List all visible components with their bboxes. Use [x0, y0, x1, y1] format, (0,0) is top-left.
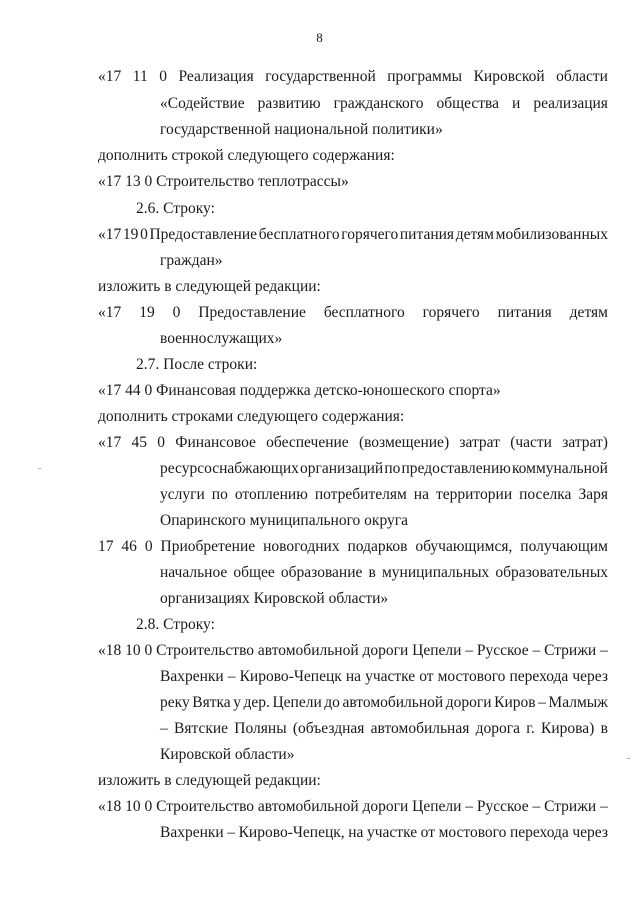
word: –: [160, 720, 168, 737]
text-line: [160, 485, 608, 505]
word: детям: [455, 226, 494, 243]
word: Поляны: [234, 720, 287, 737]
word: Строительство: [156, 798, 255, 815]
word: государственной: [265, 68, 376, 85]
page-number: 8: [316, 30, 323, 45]
word: коммунальной: [511, 460, 608, 477]
word: Киров: [494, 694, 536, 711]
word: Малмыж: [548, 694, 608, 711]
word: Предоставление: [198, 304, 306, 321]
text-line: «17 13 0 Строительство теплотрассы»: [98, 173, 349, 190]
word: Цепели: [272, 694, 322, 711]
word: горячего: [422, 304, 480, 321]
word: поселка: [519, 486, 572, 503]
word: реализация: [533, 95, 608, 112]
word: перехода: [509, 668, 569, 685]
word: 10: [125, 642, 141, 659]
word: обеспечение: [266, 434, 349, 451]
word: 17: [98, 538, 114, 555]
word: 0: [144, 538, 153, 555]
word: –: [600, 642, 608, 659]
word: Вахренки: [160, 668, 224, 685]
text-line: дополнить строкой следующего содержания:: [98, 147, 395, 164]
text-line: 2.7. После строки:: [136, 356, 258, 373]
word: (части: [510, 434, 552, 451]
word: –: [465, 642, 474, 659]
word: –: [600, 798, 608, 815]
word: Вахренки: [160, 824, 224, 841]
word: гражданского: [333, 95, 424, 112]
text-line: [160, 693, 608, 713]
word: мостового: [437, 668, 506, 685]
text-line: [160, 563, 608, 583]
word: потребителям: [314, 486, 407, 503]
word: 0: [140, 226, 148, 243]
text-line: Кировской области»: [160, 746, 295, 763]
word: Строительство: [156, 642, 255, 659]
text-line: военнослужащих»: [160, 330, 283, 347]
text-line: [98, 641, 608, 661]
word: на: [413, 486, 429, 503]
word: Стрижи: [544, 642, 597, 659]
text-line: изложить в следующей редакции:: [98, 772, 321, 789]
word: у: [233, 694, 241, 711]
word: –: [532, 642, 541, 659]
word: 0: [159, 68, 167, 85]
word: питания: [399, 226, 455, 243]
word: 0: [157, 434, 165, 451]
text-line: 2.8. Строку:: [136, 616, 215, 633]
word: Цепели: [412, 642, 462, 659]
word: от: [419, 668, 434, 685]
text-line: организациях Кировской области»: [160, 590, 389, 607]
word: Реализация: [178, 68, 254, 85]
word: автомобильной: [257, 642, 359, 659]
word: питания: [497, 304, 552, 321]
word: подарков: [347, 538, 408, 555]
text-line: [98, 797, 608, 817]
word: услуги: [160, 486, 205, 503]
word: Вятские: [174, 720, 229, 737]
word: общества: [436, 95, 500, 112]
word: предоставлению: [401, 460, 511, 477]
word: бесплатного: [258, 226, 340, 243]
word: Вятка: [192, 694, 231, 711]
word: участке: [367, 824, 418, 841]
text-line: [160, 719, 608, 739]
word: в: [600, 720, 608, 737]
text-line: [98, 537, 608, 557]
word: через: [572, 824, 608, 841]
word: 45: [131, 434, 147, 451]
text-line: [160, 823, 608, 843]
word: «17: [98, 68, 122, 85]
word: «Содействие: [160, 95, 245, 112]
word: мостового: [438, 824, 507, 841]
word: Русское: [476, 798, 529, 815]
word: 0: [144, 798, 153, 815]
word: 46: [121, 538, 137, 555]
word: «18: [98, 798, 122, 815]
word: территории: [436, 486, 513, 503]
word: на: [348, 824, 364, 841]
word: обучающимся,: [415, 538, 513, 555]
word: «17: [98, 434, 122, 451]
word: автомобильной: [257, 798, 359, 815]
word: новогодних: [263, 538, 340, 555]
word: «17: [98, 226, 122, 243]
word: программы: [387, 68, 463, 85]
word: Кирово-Чепецк: [239, 668, 342, 685]
word: участке: [365, 668, 416, 685]
word: автомобильной: [342, 694, 444, 711]
word: горячего: [341, 226, 399, 243]
text-line: [98, 303, 608, 323]
word: в: [368, 564, 376, 581]
word: –: [227, 668, 236, 685]
text-line: «17 44 0 Финансовая поддержка детско-юношеского спорта»: [98, 382, 501, 399]
word: дороги: [362, 798, 409, 815]
word: затрат): [562, 434, 608, 451]
word: образовательных: [495, 564, 608, 581]
word: –: [532, 798, 541, 815]
margin-mark: [38, 468, 41, 469]
word: Предоставление: [149, 226, 258, 243]
text-line: [98, 67, 608, 87]
text-line: [160, 667, 608, 687]
word: организаций: [300, 460, 384, 477]
text-line: 2.6. Строку:: [136, 200, 215, 217]
word: Кирова): [541, 720, 595, 737]
text-line: граждан»: [160, 252, 223, 269]
word: области: [556, 68, 608, 85]
word: и: [512, 95, 521, 112]
word: реку: [160, 694, 190, 711]
word: развитию: [257, 95, 321, 112]
word: Кировской: [473, 68, 545, 85]
word: –: [465, 798, 474, 815]
word: образование: [280, 564, 363, 581]
word: бесплатного: [323, 304, 405, 321]
word: –: [538, 694, 546, 711]
word: через: [572, 668, 608, 685]
word: Приобретение: [160, 538, 256, 555]
word: до: [324, 694, 340, 711]
word: 19: [139, 304, 155, 321]
word: Кирово-Чепецк,: [238, 824, 345, 841]
word: перехода: [509, 824, 569, 841]
word: «17: [98, 304, 122, 321]
word: Русское: [476, 642, 529, 659]
text-line: [160, 459, 608, 479]
word: по: [211, 486, 228, 503]
word: отоплению: [234, 486, 308, 503]
word: дороги: [362, 642, 409, 659]
word: муниципальных: [381, 564, 490, 581]
text-line: дополнить строками следующего содержания:: [98, 408, 405, 425]
margin-mark: [627, 758, 630, 759]
word: 0: [172, 304, 181, 321]
word: дороги: [445, 694, 492, 711]
text-line: Опаринского муниципального округа: [160, 512, 408, 529]
word: общее: [233, 564, 275, 581]
word: по: [384, 460, 401, 477]
text-line: [98, 433, 608, 453]
word: 19: [122, 226, 139, 243]
word: затрат: [459, 434, 500, 451]
word: дер.: [243, 694, 270, 711]
word: (возмещение): [358, 434, 450, 451]
word: автомобильная: [370, 720, 470, 737]
word: детям: [569, 304, 608, 321]
word: г.: [526, 720, 535, 737]
word: 11: [132, 68, 148, 85]
word: 10: [125, 798, 141, 815]
word: мобилизованных: [495, 226, 608, 243]
word: дорога: [475, 720, 520, 737]
word: начальное: [160, 564, 228, 581]
text-line: [160, 94, 608, 114]
word: Цепели: [412, 798, 462, 815]
word: 0: [144, 642, 153, 659]
word: на: [345, 668, 362, 685]
word: получающим: [520, 538, 608, 555]
word: от: [420, 824, 435, 841]
word: (объездная: [292, 720, 365, 737]
word: Стрижи: [544, 798, 597, 815]
text-line: государственной национальной политики»: [160, 121, 443, 138]
text-line: изложить в следующей редакции:: [98, 278, 321, 295]
word: –: [227, 824, 236, 841]
word: Финансовое: [175, 434, 256, 451]
word: «18: [98, 642, 122, 659]
text-line: [98, 225, 608, 245]
word: ресурсоснабжающих: [160, 460, 299, 477]
word: Заря: [578, 486, 608, 503]
